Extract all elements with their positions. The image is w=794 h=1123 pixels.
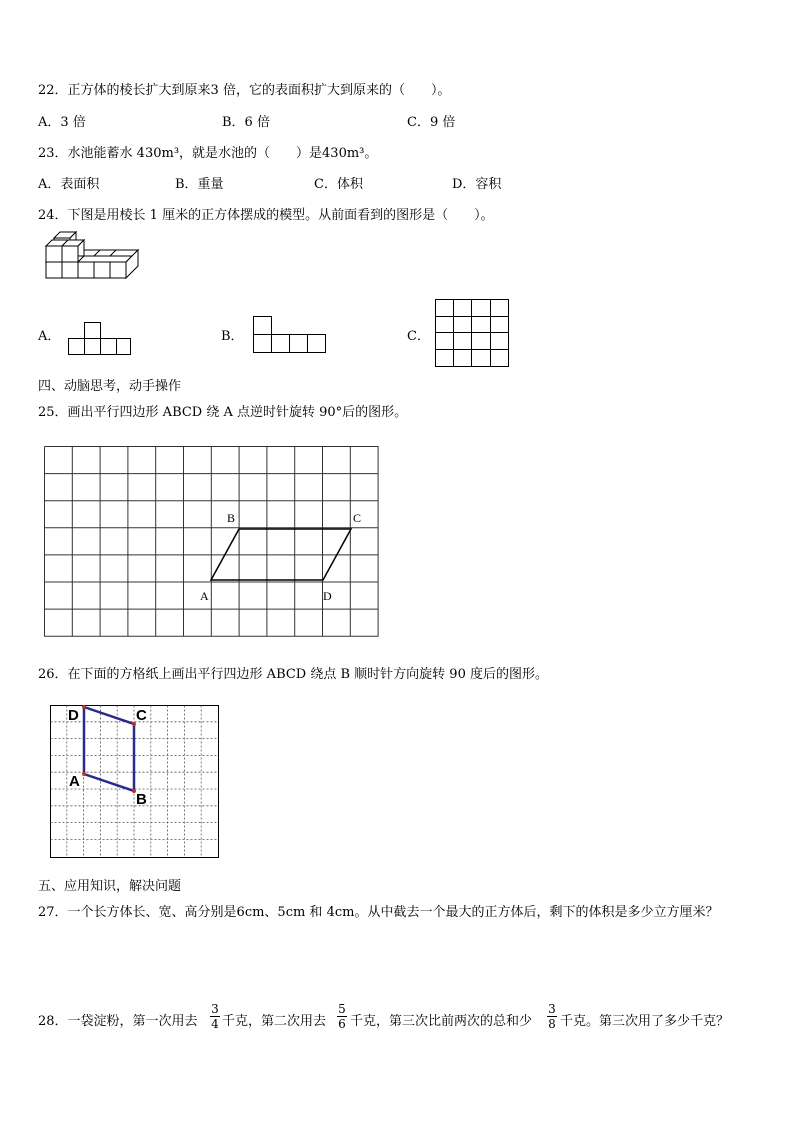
q22-stem: 22．正方体的棱长扩大到原来3 倍，它的表面积扩大到原来的（ ）。: [38, 83, 451, 98]
q28-fraction-2-num: 5: [338, 1002, 346, 1016]
section-5-title: 五、应用知识，解决问题: [38, 879, 182, 894]
q28-fraction-1-den: 4: [211, 1017, 219, 1031]
q24-stem: 24．下图是用棱长 1 厘米的正方体摆成的模型。从前面看到的图形是（ ）。: [38, 208, 494, 223]
q26-label-d: D: [68, 707, 79, 724]
q26-label-a: A: [69, 773, 80, 790]
q23-option-d[interactable]: D．容积: [452, 177, 502, 192]
q24-option-c[interactable]: C．: [407, 329, 430, 344]
q22-option-c[interactable]: C．9 倍: [407, 115, 456, 130]
q28-text-3: 千克，第三次比前两次的总和少: [350, 1014, 533, 1029]
q26-parallelogram: [84, 707, 134, 791]
q25-label-b: B: [227, 511, 236, 525]
q23-option-a[interactable]: A．表面积: [38, 177, 100, 192]
q23-option-c[interactable]: C．体积: [314, 177, 363, 192]
q24-option-b[interactable]: B．: [221, 329, 244, 344]
q26-label-b: B: [136, 791, 147, 808]
q28-fraction-3: [547, 1003, 557, 1030]
q28-text-1: 28．一袋淀粉，第一次用去: [38, 1014, 198, 1029]
q27-stem: 27．一个长方体长、宽、高分别是6cm、5cm 和 4cm。从中截去一个最大的正方体后，剩下的体积是多少立方厘米？: [38, 905, 719, 920]
q24-option-b-figure[interactable]: [253, 316, 329, 354]
q25-stem: 25．画出平行四边形 ABCD 绕 A 点逆时针旋转 90°后的图形。: [38, 405, 408, 420]
section-4-title: 四、动脑思考，动手操作: [38, 379, 182, 394]
q22-option-b[interactable]: B．6 倍: [222, 115, 270, 130]
q28-fraction-3-num: 3: [548, 1002, 556, 1016]
q26-label-c: C: [136, 707, 147, 724]
q28-text-4: 千克。第三次用了多少千克？: [560, 1014, 730, 1029]
q28-text-2: 千克，第二次用去: [222, 1014, 327, 1029]
q23-stem: 23．水池能蓄水 430m³，就是水池的（ ）是430m³。: [38, 146, 378, 161]
q28-fraction-2: [337, 1003, 347, 1030]
q28-fraction-2-den: 6: [338, 1017, 346, 1031]
q26-stem: 26．在下面的方格纸上画出平行四边形 ABCD 绕点 B 顺时针方向旋转 90 度后的图形。: [38, 667, 548, 682]
q25-label-d: D: [323, 589, 332, 603]
q24-option-a-figure[interactable]: [68, 322, 132, 356]
q25-grid[interactable]: [44, 446, 380, 638]
q23-option-b[interactable]: B．重量: [175, 177, 224, 192]
q24-cube-model: [44, 236, 154, 286]
q24-option-c-figure[interactable]: [435, 299, 511, 369]
q24-option-a[interactable]: A．: [38, 329, 61, 344]
q25-label-a: A: [200, 589, 209, 603]
q28-fraction-1-num: 3: [211, 1002, 219, 1016]
q28-fraction-3-den: 8: [548, 1017, 556, 1031]
q22-option-a[interactable]: A．3 倍: [38, 115, 86, 130]
q25-label-c: C: [353, 511, 362, 525]
q28-fraction-1: [210, 1003, 220, 1030]
